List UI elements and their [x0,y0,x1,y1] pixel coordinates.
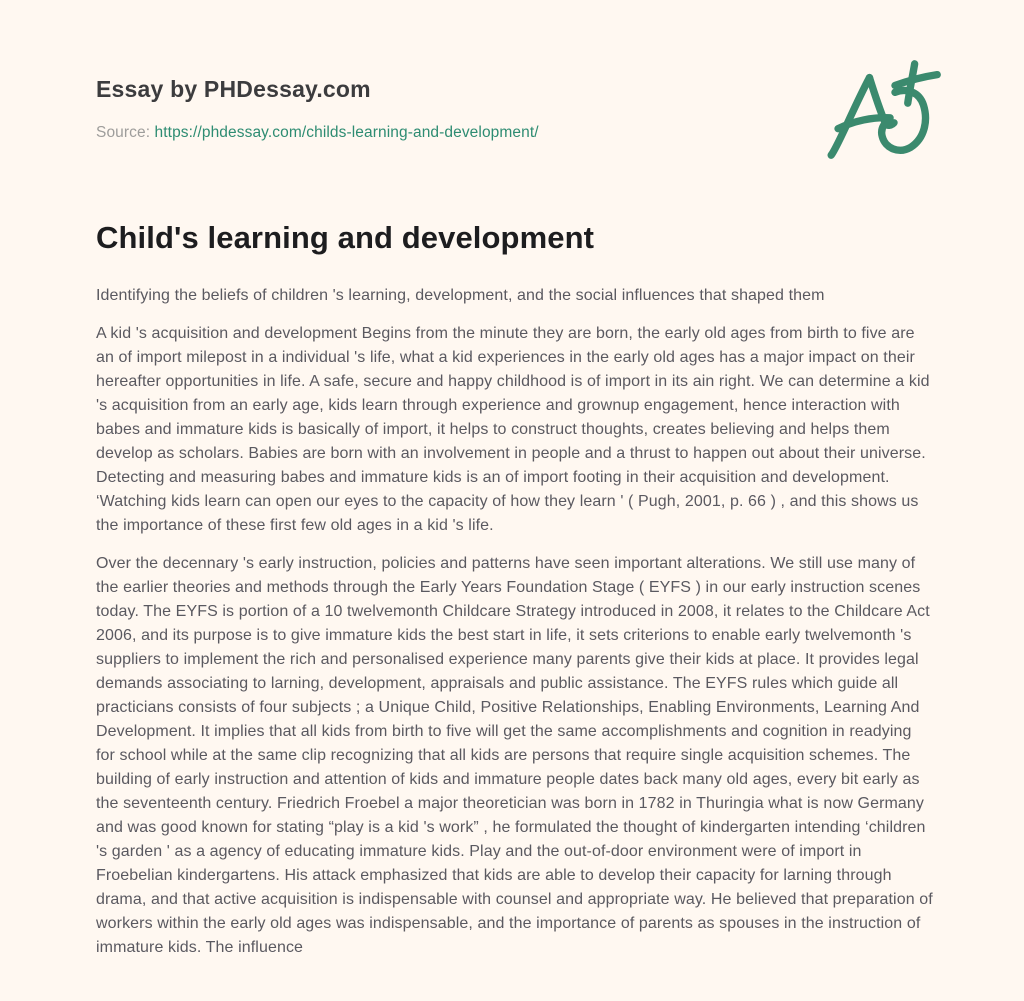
source-label: Source: [96,124,151,141]
brand-heading: Essay by PHDessay.com [96,76,371,102]
source-line [96,124,539,142]
a-plus-logo-icon [826,56,964,164]
essay-article [96,220,934,974]
phdessay-logo [826,56,964,164]
source-link[interactable]: https://phdessay.com/childs-learning-and-development/ [154,124,539,141]
essay-body [96,284,934,960]
essay-subtitle: Identifying the beliefs of children 's learning, development, and the social influences that shaped them [96,287,825,304]
essay-paragraph: A kid 's acquisition and development Begins from the minute they are born, the early old ages from birth to five are an of import milepost in a individual 's life, what a kid experiences in the early old ages has a major impact on their hereafter opportunities in life. A safe, secure and happy childhood is of import in its ain right. We can determine a kid 's acquisition from an early age, kids learn through experience and grownup engagement, hence interaction with babes and immature kids is basically of import, it helps to construct thoughts, creates believing and helps them develop as scholars. Babies are born with an involvement in people and a thrust to happen out about their universe. Detecting and measuring babes and immature kids is an of import footing in their acquisition and development. ‘Watching kids learn can open our eyes to the capacity of how they learn ' ( Pugh, 2001, p. 66 ) , and this shows us the importance of these first few old ages in a kid 's life. [96,325,930,534]
essay-paragraph: Over the decennary 's early instruction, policies and patterns have seen important alterations. We still use many of the earlier theories and methods through the Early Years Foundation Stage ( EYFS ) in our early instruction scenes today. The EYFS is portion of a 10 twelvemonth Childcare Strategy introduced in 2008, it relates to the Childcare Act 2006, and its purpose is to give immature kids the best start in life, it sets criterions to enable early twelvemonth 's suppliers to implement the rich and personalised experience many parents give their kids at place. It provides legal demands associating to larning, development, appraisals and public assistance. The EYFS rules which guide all practicians consists of four subjects ; a Unique Child, Positive Relationships, Enabling Environments, Learning And Development. It implies that all kids from birth to five will get the same accomplishments and cognition in readying for school while at the same clip recognizing that all kids are persons that require single acquisition schemes. The building of early instruction and attention of kids and immature people dates back many old ages, every bit early as the seventeenth century. Friedrich Froebel a major theoretician was born in 1782 in Thuringia what is now Germany and was good known for stating “play is a kid 's work” , he formulated the thought of kindergarten intending ‘children 's garden ' as a agency of educating immature kids. Play and the out-of-door environment were of import in Froebelian kindergartens. His attack emphasized that kids are able to develop their capacity for larning through drama, and that active acquisition is indispensable with counsel and appropriate way. He believed that preparation of workers within the early old ages was indispensable, and the importance of parents as spouses in the instruction of immature kids. The influence [96,555,933,956]
essay-title: Child's learning and development [96,220,595,255]
